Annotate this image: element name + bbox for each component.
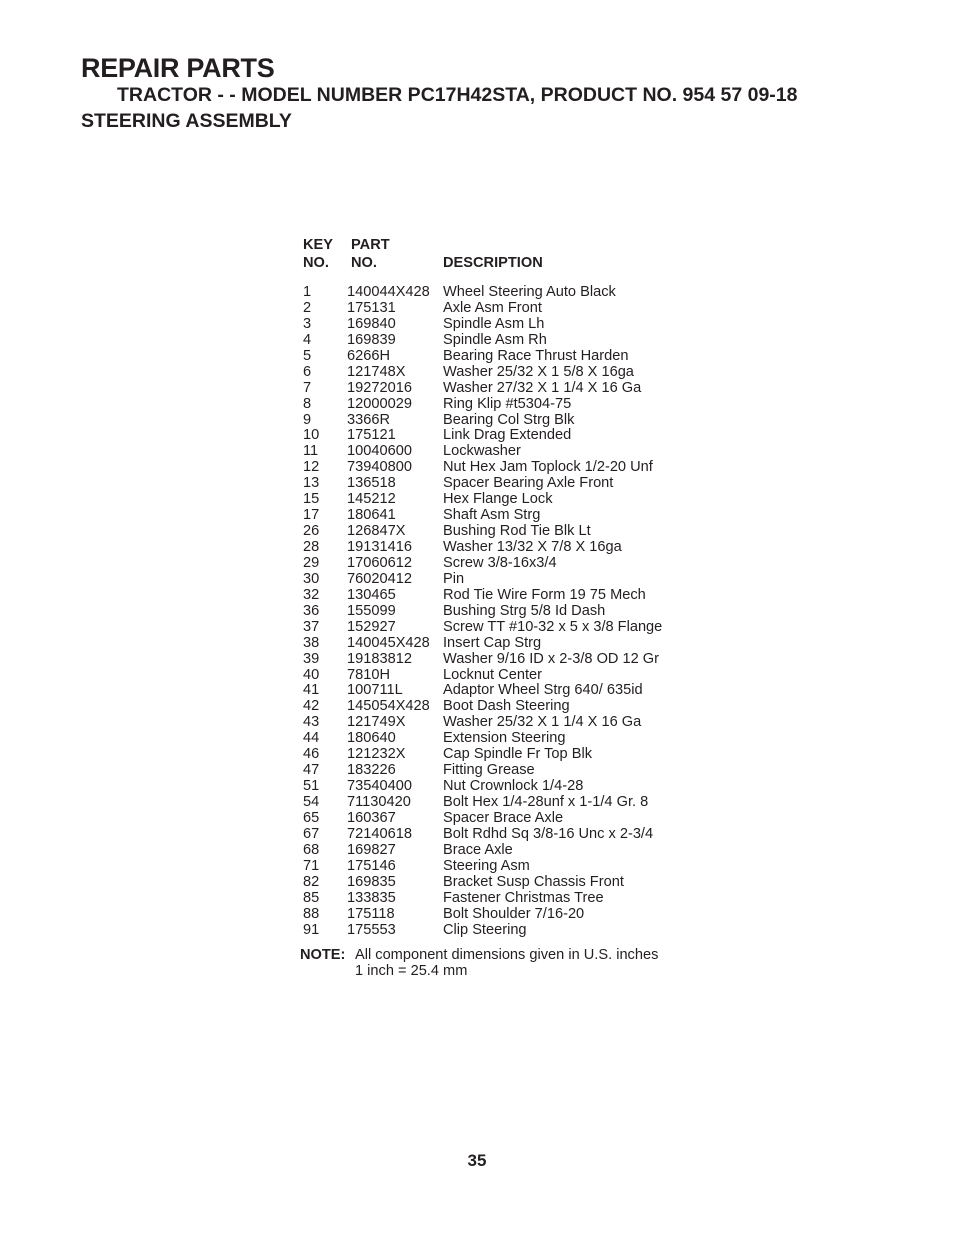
key-no: 36: [303, 602, 320, 619]
part-description: Washer 13/32 X 7/8 X 16ga: [443, 539, 622, 555]
part-no: 169835: [347, 873, 396, 890]
part-no: 140044X428: [347, 284, 430, 300]
part-no: 175131: [347, 299, 396, 316]
part-description: Bolt Hex 1/4-28unf x 1-1/4 Gr. 8: [443, 794, 649, 810]
part-header-line2: NO.: [351, 255, 377, 271]
part-description: Boot Dash Steering: [443, 698, 570, 715]
page-number: 35: [467, 1151, 487, 1170]
part-no: 12000029: [347, 395, 412, 412]
part-description: Brace Axle: [443, 841, 513, 858]
part-description: Hex Flange Lock: [443, 491, 553, 508]
part-description: Bolt Rdhd Sq 3/8-16 Unc x 2-3/4: [443, 825, 654, 842]
key-no: 44: [303, 730, 320, 747]
part-no: 121749X: [347, 714, 406, 731]
key-no: 30: [303, 570, 320, 587]
part-description: Washer 25/32 X 1 5/8 X 16ga: [443, 363, 634, 380]
part-no: 152927: [347, 618, 396, 635]
part-no: 3366R: [347, 411, 391, 428]
part-description: Bearing Race Thrust Harden: [443, 347, 629, 364]
key-no: 65: [303, 809, 320, 826]
part-no: 183226: [347, 762, 396, 779]
page-title: REPAIR PARTS: [81, 53, 275, 83]
key-no: 67: [303, 825, 320, 842]
key-no: 88: [303, 905, 320, 922]
key-no: 85: [303, 889, 320, 906]
part-no: 76020412: [347, 570, 412, 587]
key-no: 54: [303, 794, 320, 810]
part-no: 133835: [347, 889, 396, 906]
part-description: Bushing Strg 5/8 Id Dash: [443, 602, 606, 619]
part-description: Pin: [443, 570, 465, 587]
model-subtitle: TRACTOR - - MODEL NUMBER PC17H42STA, PRODUCT NO. 954 57 09-18: [117, 84, 798, 106]
part-no: 136518: [347, 475, 396, 492]
part-description: Nut Crownlock 1/4-28: [443, 778, 584, 795]
part-description: Fitting Grease: [443, 762, 535, 779]
part-description: Extension Steering: [443, 730, 566, 747]
part-no: 7810H: [347, 666, 391, 683]
part-no: 180641: [347, 507, 396, 524]
part-no: 145212: [347, 491, 396, 508]
part-no: 140045X428: [347, 634, 430, 651]
part-no: 180640: [347, 730, 396, 747]
part-description: Spindle Asm Lh: [443, 315, 545, 332]
part-no: 145054X428: [347, 698, 430, 715]
key-no: 17: [303, 507, 320, 524]
part-no: 73940800: [347, 459, 412, 476]
note-line1: All component dimensions given in U.S. inches: [355, 947, 659, 963]
section-title: STEERING ASSEMBLY: [81, 110, 292, 132]
part-no: 175121: [347, 427, 396, 444]
part-header-line1: PART: [351, 237, 390, 253]
part-description: Adaptor Wheel Strg 640/ 635id: [443, 682, 643, 699]
key-no: 38: [303, 634, 320, 651]
part-description: Washer 25/32 X 1 1/4 X 16 Ga: [443, 714, 642, 731]
part-description: Bushing Rod Tie Blk Lt: [443, 523, 591, 540]
part-no: 71130420: [347, 794, 411, 810]
key-no: 7: [303, 379, 312, 396]
part-description: Bolt Shoulder 7/16-20: [443, 905, 585, 922]
part-no: 169827: [347, 841, 396, 858]
part-no: 175553: [347, 921, 396, 938]
key-no: 28: [303, 539, 320, 555]
part-description: Cap Spindle Fr Top Blk: [443, 746, 592, 763]
part-no: 17060612: [347, 554, 412, 571]
part-no: 175146: [347, 857, 396, 874]
key-no: 1: [303, 284, 312, 300]
part-description: Link Drag Extended: [443, 427, 572, 444]
part-description: Spacer Bearing Axle Front: [443, 475, 614, 492]
part-description: Fastener Christmas Tree: [443, 889, 604, 906]
key-no: 29: [303, 554, 320, 571]
key-no: 4: [303, 331, 312, 348]
part-no: 155099: [347, 602, 396, 619]
part-description: Spindle Asm Rh: [443, 331, 547, 348]
part-description: Lockwasher: [443, 443, 521, 460]
key-no: 5: [303, 347, 312, 364]
key-no: 39: [303, 650, 320, 667]
part-no: 19131416: [347, 539, 412, 555]
part-description: Nut Hex Jam Toplock 1/2-20 Unf: [443, 459, 653, 476]
part-description: Spacer Brace Axle: [443, 809, 564, 826]
key-no: 11: [303, 443, 319, 460]
key-no: 40: [303, 666, 320, 683]
key-no: 68: [303, 841, 320, 858]
key-no: 43: [303, 714, 320, 731]
description-header: DESCRIPTION: [443, 255, 543, 271]
key-no: 12: [303, 459, 320, 476]
part-no: 130465: [347, 586, 396, 603]
part-no: 169839: [347, 331, 396, 348]
key-no: 32: [303, 586, 320, 603]
key-no: 82: [303, 873, 320, 890]
note-label: NOTE:: [300, 947, 346, 963]
key-no: 37: [303, 618, 320, 635]
key-no: 2: [303, 299, 312, 316]
part-description: Ring Klip #t5304-75: [443, 395, 572, 412]
key-no: 9: [303, 411, 312, 428]
part-description: Screw 3/8-16x3/4: [443, 554, 557, 571]
part-no: 175118: [347, 905, 395, 922]
key-no: 46: [303, 746, 320, 763]
key-no: 26: [303, 523, 320, 540]
part-description: Washer 27/32 X 1 1/4 X 16 Ga: [443, 379, 642, 396]
key-no: 8: [303, 395, 312, 412]
part-description: Bearing Col Strg Blk: [443, 411, 575, 428]
part-description: Steering Asm: [443, 857, 530, 874]
part-description: Wheel Steering Auto Black: [443, 284, 616, 300]
part-description: Axle Asm Front: [443, 299, 542, 316]
part-no: 73540400: [347, 778, 412, 795]
key-no: 6: [303, 363, 312, 380]
key-no: 15: [303, 491, 320, 508]
part-no: 121748X: [347, 363, 406, 380]
part-no: 169840: [347, 315, 396, 332]
key-no: 13: [303, 475, 320, 492]
key-header-line2: NO.: [303, 255, 329, 271]
key-no: 47: [303, 762, 320, 779]
part-no: 126847X: [347, 523, 406, 540]
part-description: Clip Steering: [443, 921, 527, 938]
key-no: 51: [303, 778, 320, 795]
part-description: Bracket Susp Chassis Front: [443, 873, 624, 890]
part-no: 121232X: [347, 746, 406, 763]
part-description: Screw TT #10-32 x 5 x 3/8 Flange: [443, 618, 663, 635]
key-no: 91: [303, 921, 320, 938]
part-no: 10040600: [347, 443, 412, 460]
part-no: 6266H: [347, 347, 391, 364]
part-description: Washer 9/16 ID x 2-3/8 OD 12 Gr: [443, 650, 660, 667]
part-no: 19272016: [347, 379, 412, 396]
part-description: Locknut Center: [443, 666, 542, 683]
key-no: 41: [303, 682, 320, 699]
part-description: Insert Cap Strg: [443, 634, 542, 651]
part-no: 160367: [347, 809, 396, 826]
key-header-line1: KEY: [303, 237, 334, 253]
part-no: 72140618: [347, 825, 412, 842]
part-description: Rod Tie Wire Form 19 75 Mech: [443, 586, 646, 603]
part-no: 19183812: [347, 650, 412, 667]
key-no: 10: [303, 427, 320, 444]
part-description: Shaft Asm Strg: [443, 507, 541, 524]
key-no: 42: [303, 698, 320, 715]
key-no: 3: [303, 315, 312, 332]
note-line2: 1 inch = 25.4 mm: [355, 962, 468, 979]
part-no: 100711L: [347, 682, 403, 699]
key-no: 71: [303, 857, 320, 874]
